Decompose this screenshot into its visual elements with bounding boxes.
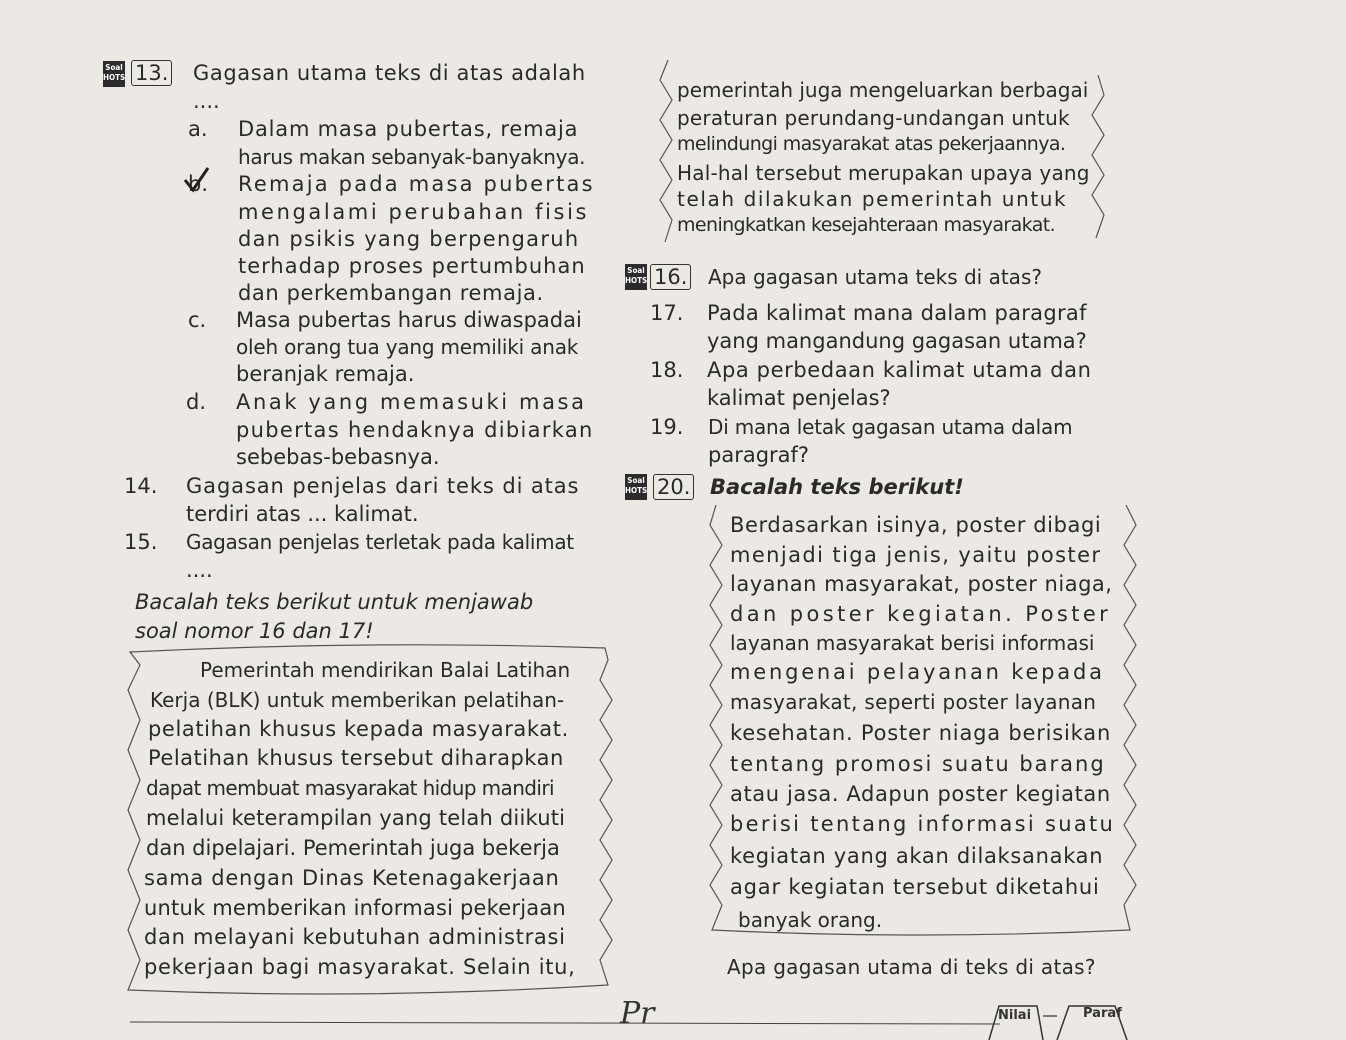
passage-line: kesehatan. Poster niaga berisikan	[730, 721, 1112, 745]
paraf-label: Paraf	[1083, 1006, 1122, 1021]
option-b-line: dan psikis yang berpengaruh	[238, 227, 580, 251]
checkmark-icon	[182, 166, 210, 194]
footer-line	[130, 1022, 1000, 1024]
question-20-text: Bacalah teks berikut!	[710, 475, 964, 499]
question-number-16: 16.	[650, 264, 691, 290]
question-number-14: 14.	[124, 474, 158, 498]
passage-line: pemerintah juga mengeluarkan berbagai	[677, 78, 1089, 102]
option-b-line: Remaja pada masa pubertas	[238, 172, 595, 196]
option-a-line: Dalam masa pubertas, remaja	[238, 117, 579, 141]
option-b-letter[interactable]: b.	[188, 172, 209, 196]
question-14-text: Gagasan penjelas dari teks di atas	[186, 474, 580, 498]
option-c-letter[interactable]: c.	[188, 308, 207, 332]
option-d-line: Anak yang memasuki masa	[236, 390, 587, 414]
passage-line: Berdasarkan isinya, poster dibagi	[730, 513, 1102, 537]
nilai-label: Nilai	[998, 1008, 1032, 1023]
passage-line: layanan masyarakat, poster niaga,	[730, 572, 1113, 596]
question-number-18: 18.	[650, 358, 684, 382]
question-18-text: kalimat penjelas?	[707, 386, 891, 410]
option-d-line: sebebas-bebasnya.	[236, 445, 440, 469]
passage-line: layanan masyarakat berisi informasi	[730, 631, 1095, 655]
question-number-13: 13.	[131, 60, 172, 86]
hots-badge: Soal HOTS	[625, 474, 647, 500]
passage-line: Pemerintah mendirikan Balai Latihan	[200, 658, 571, 682]
question-19-text: Di mana letak gagasan utama dalam	[708, 415, 1073, 439]
passage-line: peraturan perundang-undangan untuk	[677, 106, 1070, 130]
passage-poster-frame	[710, 505, 1136, 935]
passage-line: melindungi masyarakat atas pekerjaannya.	[677, 133, 1066, 155]
passage-line: dan melayani kebutuhan administrasi	[144, 925, 566, 949]
question-17-text: Pada kalimat mana dalam paragraf	[707, 301, 1087, 325]
handwritten-mark: Pr	[620, 996, 655, 1031]
question-19-text: paragraf?	[708, 443, 810, 467]
option-c-line: Masa pubertas harus diwaspadai	[236, 308, 582, 332]
passage-line: untuk memberikan informasi pekerjaan	[144, 896, 566, 920]
question-number-20: 20.	[653, 474, 694, 500]
passage-line: meningkatkan kesejahteraan masyarakat.	[677, 214, 1056, 236]
question-16-text: Apa gagasan utama teks di atas?	[708, 265, 1042, 289]
hots-badge: Soal HOTS	[625, 264, 647, 290]
passage-line: dapat membuat masyarakat hidup mandiri	[146, 776, 554, 800]
passage-line: telah dilakukan pemerintah untuk	[677, 187, 1068, 211]
passage-line: Kerja (BLK) untuk memberikan pelatihan-	[150, 688, 565, 712]
passage-line: pekerjaan bagi masyarakat. Selain itu,	[144, 955, 576, 979]
passage-line: melalui keterampilan yang telah diikuti	[146, 806, 566, 830]
option-d-letter[interactable]: d.	[186, 390, 207, 414]
hots-badge: Soal HOTS	[103, 61, 125, 87]
question-number-19: 19.	[650, 415, 684, 439]
option-d-line: pubertas hendaknya dibiarkan	[236, 418, 594, 442]
option-c-line: beranjak remaja.	[236, 362, 415, 386]
passage-line: tentang promosi suatu barang	[730, 752, 1106, 776]
passage-line: banyak orang.	[738, 908, 883, 932]
passage-line: dan dipelajari. Pemerintah juga bekerja	[146, 836, 560, 860]
question-number-15: 15.	[124, 530, 158, 554]
passage-line: kegiatan yang akan dilaksanakan	[730, 844, 1104, 868]
passage-line: dan poster kegiatan. Poster	[730, 602, 1112, 626]
option-a-letter[interactable]: a.	[188, 117, 208, 141]
option-b-line: mengalami perubahan fisis	[238, 200, 590, 224]
passage-line: pelatihan khusus kepada masyarakat.	[148, 717, 569, 741]
option-b-line: dan perkembangan remaja.	[238, 281, 544, 305]
option-a-line: harus makan sebanyak-banyaknya.	[238, 145, 586, 169]
question-15-blank: ....	[186, 558, 213, 582]
question-20-prompt: Apa gagasan utama di teks di atas?	[727, 955, 1096, 979]
passage-line: sama dengan Dinas Ketenagakerjaan	[144, 866, 560, 890]
question-number-17: 17.	[650, 301, 684, 325]
option-c-line: oleh orang tua yang memiliki anak	[236, 335, 579, 359]
passage-line: berisi tentang informasi suatu	[730, 812, 1116, 836]
question-14-text: terdiri atas ... kalimat.	[186, 502, 419, 526]
passage-line: Hal-hal tersebut merupakan upaya yang	[677, 161, 1090, 185]
passage-line: mengenai pelayanan kepada	[730, 660, 1105, 684]
instruction-text: Bacalah teks berikut untuk menjawab	[135, 590, 534, 614]
passage-line: masyarakat, seperti poster layanan	[730, 690, 1097, 714]
passage-line: menjadi tiga jenis, yaitu poster	[730, 543, 1102, 567]
question-18-text: Apa perbedaan kalimat utama dan	[707, 358, 1092, 382]
passage-line: atau jasa. Adapun poster kegiatan	[730, 782, 1111, 806]
question-13-blank: ....	[193, 89, 220, 113]
passage-line: Pelatihan khusus tersebut diharapkan	[148, 746, 564, 770]
passage-line: agar kegiatan tersebut diketahui	[730, 875, 1100, 899]
option-b-line: terhadap proses pertumbuhan	[238, 254, 586, 278]
instruction-text: soal nomor 16 dan 17!	[135, 619, 374, 643]
question-13-stem: Gagasan utama teks di atas adalah	[193, 61, 586, 85]
question-17-text: yang mangandung gagasan utama?	[707, 329, 1087, 353]
question-15-text: Gagasan penjelas terletak pada kalimat	[186, 530, 574, 554]
